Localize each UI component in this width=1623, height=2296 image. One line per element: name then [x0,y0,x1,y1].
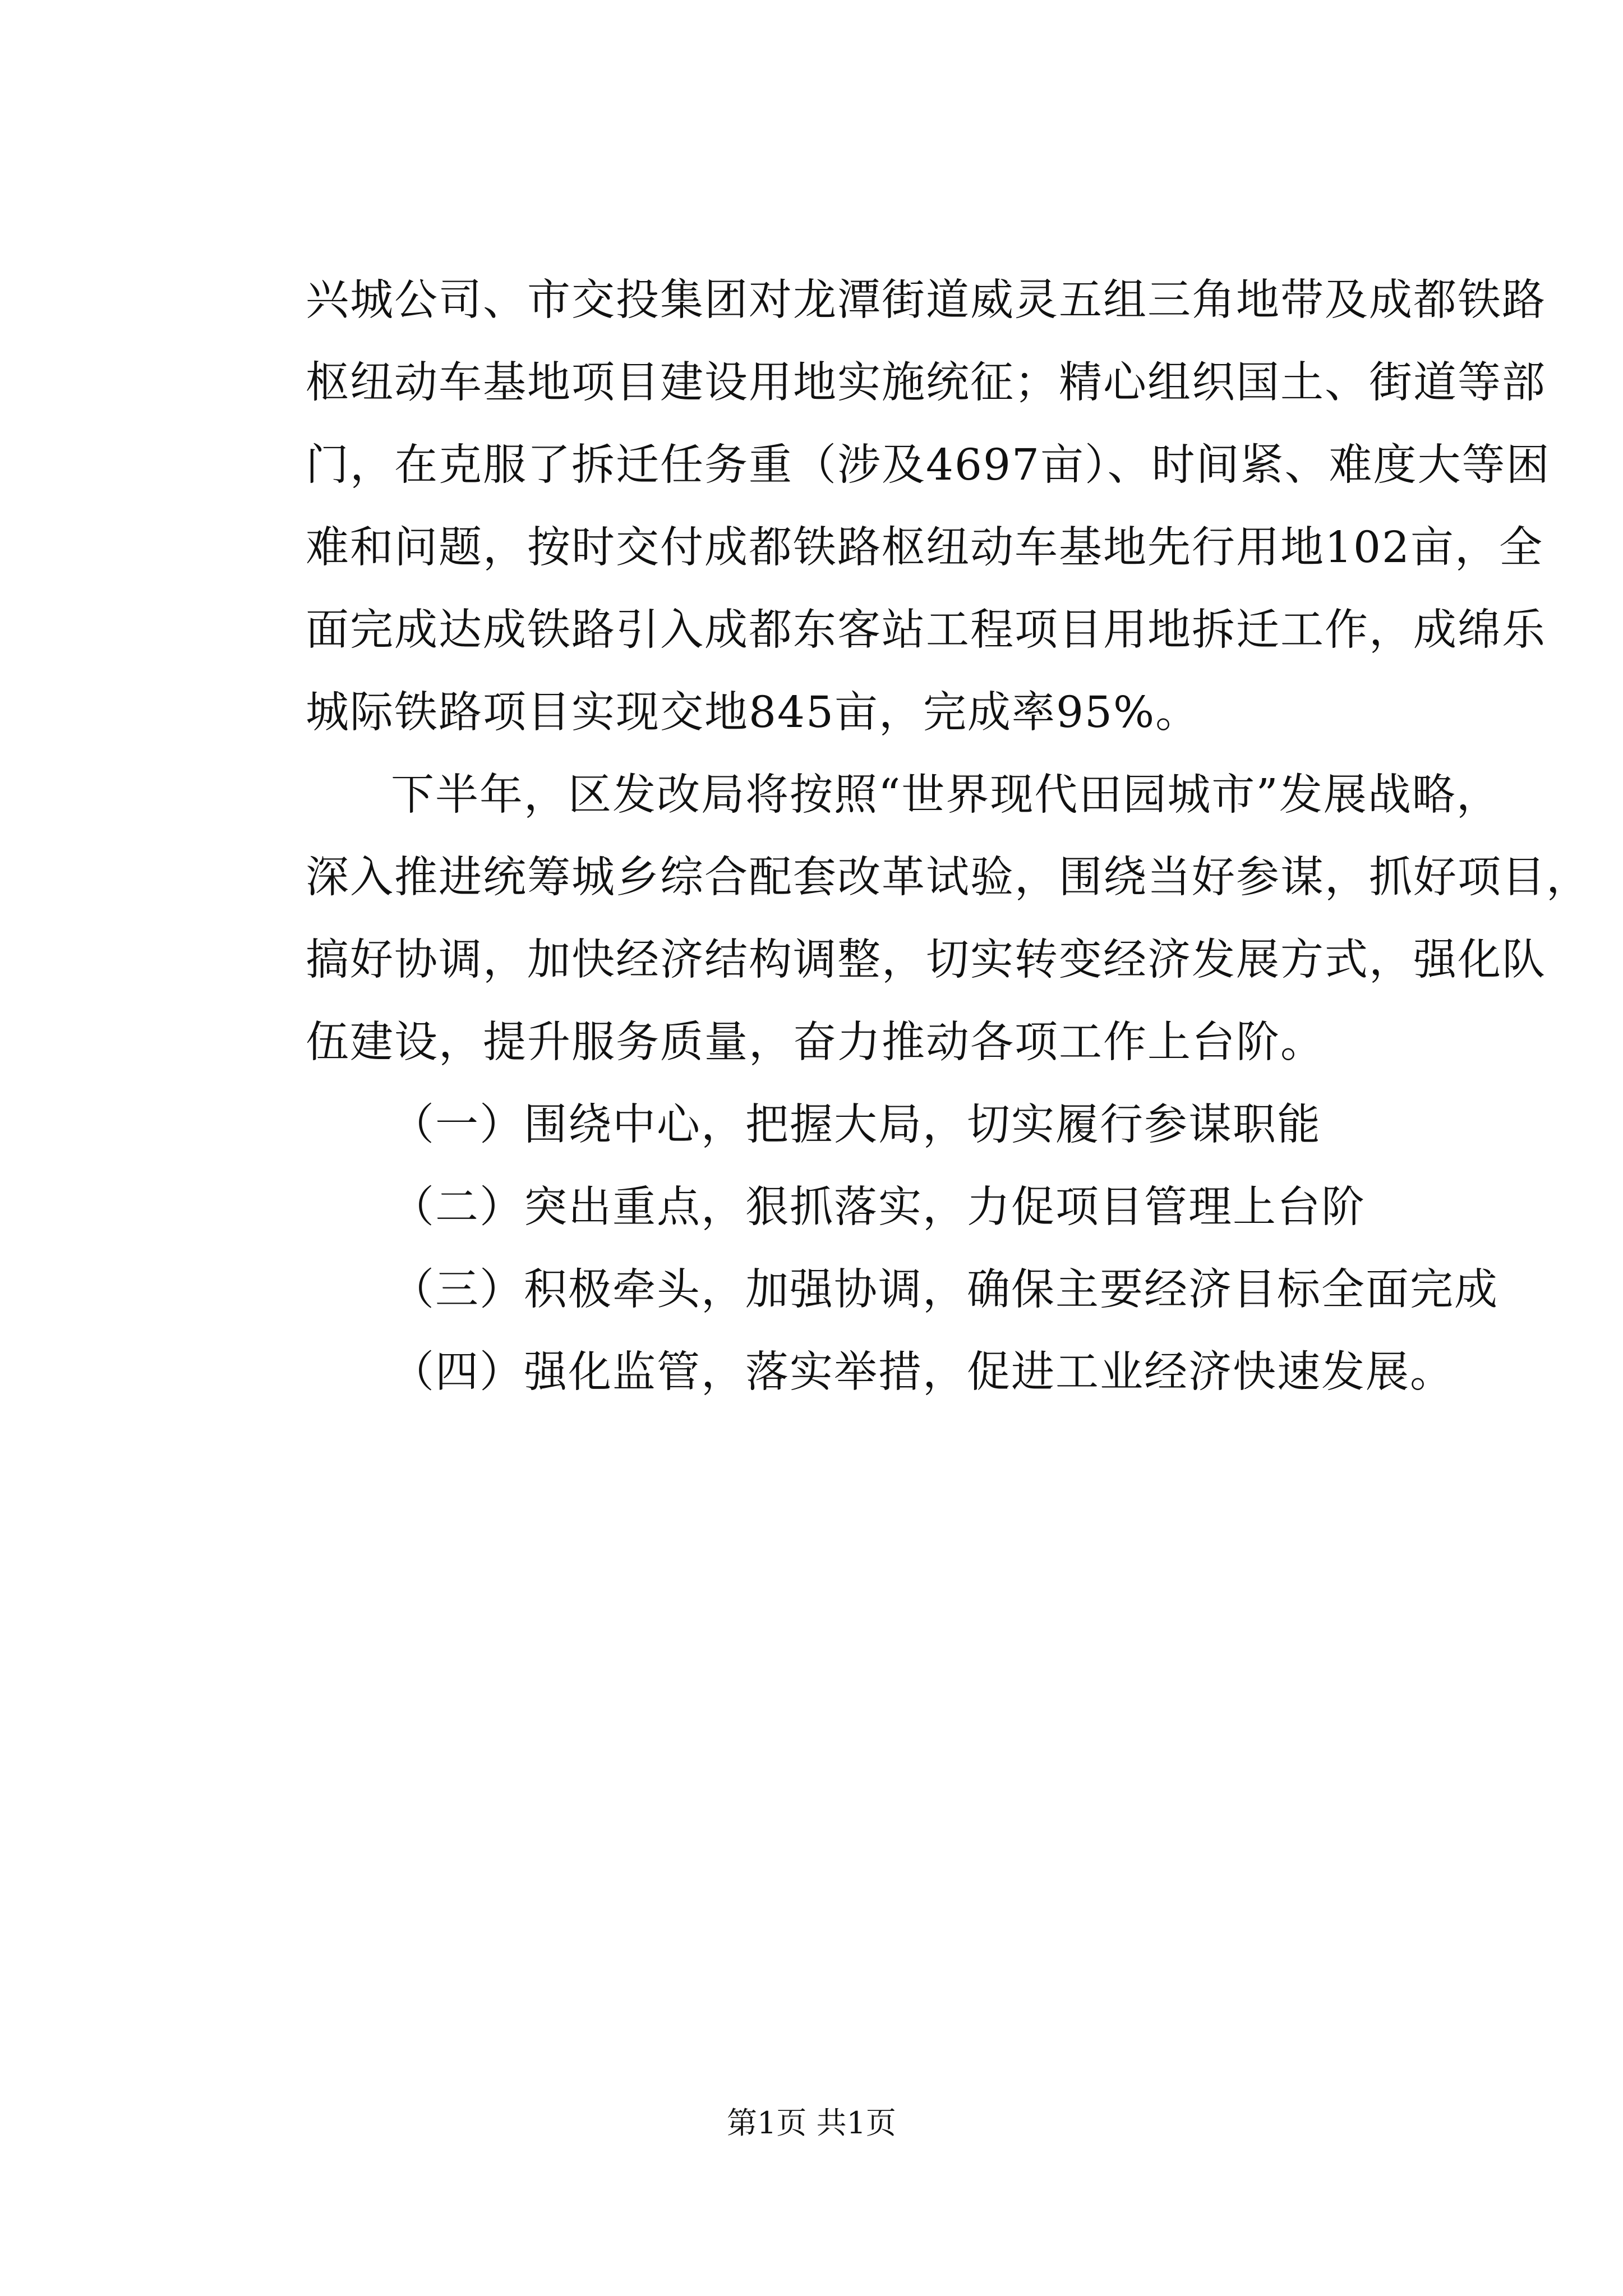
paragraph-line: 枢纽动车基地项目建设用地实施统征；精心组织国土、街道等部 [306,358,1546,408]
paragraph-line: 门，在克服了拆迁任务重（涉及4697亩）、时间紧、难度大等困 [306,440,1551,490]
list-item: （一）围绕中心，把握大局，切实履行参谋职能 [391,1100,1321,1150]
list-item: （二）突出重点，狠抓落实，力促项目管理上台阶 [391,1182,1366,1232]
paragraph-line: 难和问题，按时交付成都铁路枢纽动车基地先行用地102亩，全 [306,523,1543,573]
paragraph-land-acquisition [306,259,1551,754]
list-item: （三）积极牵头，加强协调，确保主要经济目标全面完成 [391,1265,1498,1315]
paragraph-line: 深入推进统筹城乡综合配套改革试验，围绕当好参谋，抓好项目， [306,853,1590,903]
paragraph-line: 伍建设，提升服务质量，奋力推动各项工作上台阶。 [306,1018,1325,1068]
paragraph-line: 城际铁路项目实现交地845亩，完成率95%。 [306,688,1200,738]
list-item: （四）强化监管，落实举措，促进工业经济快速发展。 [391,1347,1454,1397]
task-list [306,1084,1498,1414]
page-footer: 第1页 共1页 [727,2105,896,2141]
paragraph-line: 面完成达成铁路引入成都东客站工程项目用地拆迁工作，成绵乐 [306,605,1546,655]
paragraph-second-half-plan [306,754,1590,1084]
paragraph-line: 搞好协调，加快经济结构调整，切实转变经济发展方式，强化队 [306,935,1546,985]
document-body [306,259,1590,1414]
paragraph-line: 兴城公司、市交投集团对龙潭街道威灵五组三角地带及成都铁路 [306,275,1546,325]
paragraph-line: 下半年，区发改局将按照“世界现代田园城市”发展战略， [391,770,1501,820]
